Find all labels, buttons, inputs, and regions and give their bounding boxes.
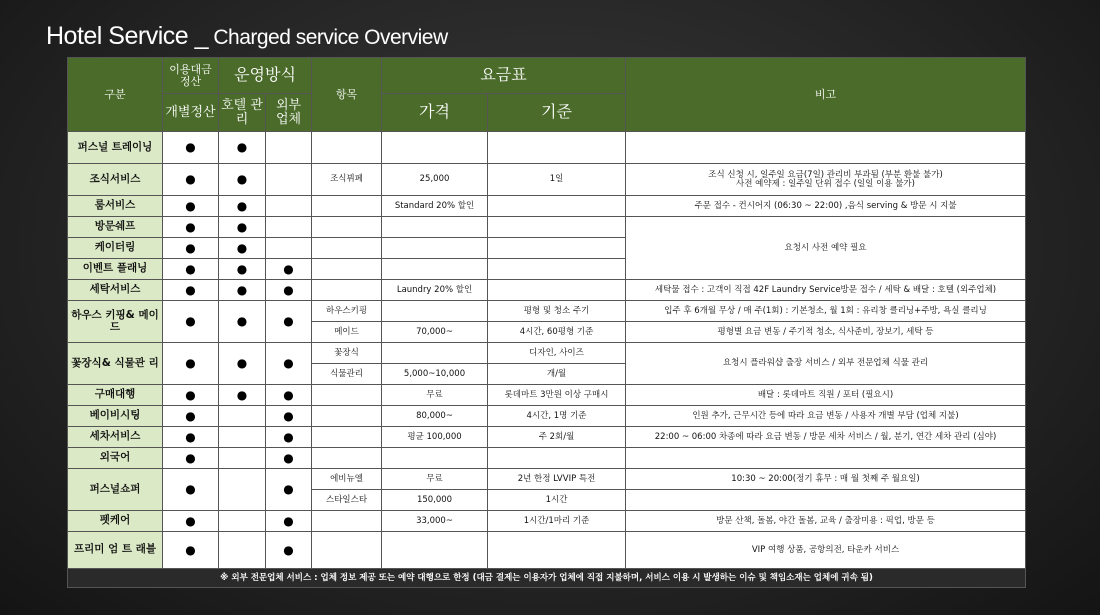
table-row [68,427,1026,448]
note-cell: 평형별 요금 변동 / 주기적 청소, 식사준비, 장보기, 세탁 등 [626,322,1026,343]
basis-cell: 1일 [488,164,626,196]
dot-hotel: ● [219,280,266,301]
note-cell: VIP 여행 상품, 공항의전, 타운카 서비스 [626,532,1026,569]
footer-note: ※ 외부 전문업체 서비스 : 업체 정보 제공 또는 예약 대행으로 한정 (대금 결제는 이용자가 업체에 직접 지불하며, 서비스 이용 시 발생하는 이슈 및 책임소재는 업체에 귀속 됨) [68,569,1026,588]
dot-outsourced [266,132,312,164]
item-cell: 에비뉴엘 [312,469,382,490]
item-cell: 메이드 [312,322,382,343]
table-row [68,385,1026,406]
dot-individual: ● [163,448,219,469]
table-row [68,301,1026,322]
basis-cell: 4시간, 60평형 기준 [488,322,626,343]
row-label-pet-care: 펫케어 [68,511,163,532]
dot-hotel [219,532,266,569]
dot-individual: ● [163,196,219,217]
dot-individual: ● [163,280,219,301]
dot-hotel: ● [219,132,266,164]
row-label-laundry: 세탁서비스 [68,280,163,301]
dot-outsourced: ● [266,259,312,280]
table-row [68,469,1026,490]
dot-outsourced [266,164,312,196]
dot-individual: ● [163,469,219,511]
dot-outsourced: ● [266,406,312,427]
dot-outsourced: ● [266,343,312,385]
dot-hotel: ● [219,238,266,259]
dot-hotel [219,511,266,532]
basis-cell: 평형 및 청소 주기 [488,301,626,322]
dot-hotel: ● [219,385,266,406]
dot-hotel [219,427,266,448]
header-price: 가격 [382,94,488,132]
dot-individual: ● [163,132,219,164]
dot-individual: ● [163,427,219,448]
dot-outsourced [266,217,312,238]
row-label-room-service: 룸서비스 [68,196,163,217]
note-cell [626,164,1026,196]
row-label-catering: 케이터링 [68,238,163,259]
service-table [67,57,1026,588]
basis-cell: 디자인, 사이즈 [488,343,626,364]
table-row [68,511,1026,532]
item-cell: 하우스키핑 [312,301,382,322]
row-label-flowers: 꽃장식& 식물관 리 [68,343,163,385]
header-item: 항목 [312,58,382,132]
table-row [68,406,1026,427]
row-label-babysitting: 베이비시팅 [68,406,163,427]
dot-outsourced: ● [266,511,312,532]
table-row [68,448,1026,469]
row-label-premium-travel: 프리미 엄 트 래블 [68,532,163,569]
dot-outsourced [266,196,312,217]
note-cell: 10:30 ~ 20:00(정기 휴무 : 매 월 첫째 주 월요일) [626,469,1026,490]
table-row [68,280,1026,301]
dot-hotel [219,448,266,469]
dot-individual: ● [163,385,219,406]
note-cell: 배달 : 롯데마트 직원 / 포터 (필요시) [626,385,1026,406]
table-row [68,343,1026,364]
basis-cell: 1시간 [488,490,626,511]
dot-individual: ● [163,259,219,280]
price-cell: 무료 [382,385,488,406]
row-label-shopping: 구매대행 [68,385,163,406]
price-cell: 5,000~10,000 [382,364,488,385]
basis-cell: 주 2회/월 [488,427,626,448]
dot-outsourced: ● [266,448,312,469]
dot-individual: ● [163,532,219,569]
table-row [68,164,1026,196]
price-cell: 무료 [382,469,488,490]
row-label-personal-shopper: 퍼스널쇼퍼 [68,469,163,511]
note-cell: 인원 추가, 근무시간 등에 따라 요금 변동 / 사용자 개별 부담 (업체 지불) [626,406,1026,427]
header-settlement-group: 이용대금 정산 [163,58,219,94]
header-outsourced: 외부 업체 [266,94,312,132]
basis-cell: 개/월 [488,364,626,385]
dot-individual: ● [163,238,219,259]
dot-hotel: ● [219,343,266,385]
dot-hotel [219,469,266,511]
dot-hotel: ● [219,301,266,343]
header-hotel-managed: 호텔 관리 [219,94,266,132]
dot-individual: ● [163,343,219,385]
basis-cell: 4시간, 1명 기준 [488,406,626,427]
basis-cell: 1시간/1마리 기준 [488,511,626,532]
price-cell: 33,000~ [382,511,488,532]
header-remarks: 비고 [626,58,1026,132]
dot-outsourced: ● [266,301,312,343]
item-cell: 꽃장식 [312,343,382,364]
table-row [68,532,1026,569]
row-label-foreign-language: 외국어 [68,448,163,469]
row-label-personal-training: 퍼스널 트레이닝 [68,132,163,164]
dot-individual: ● [163,406,219,427]
dot-individual: ● [163,164,219,196]
table-row [68,132,1026,164]
row-label-visiting-chef: 방문쉐프 [68,217,163,238]
note-cell: 요청시 사전 예약 필요 [626,217,1026,280]
note-cell: 주문 접수 - 컨시어지 (06:30 ~ 22:00) ,음식 serving & 방문 시 지불 [626,196,1026,217]
row-label-breakfast: 조식서비스 [68,164,163,196]
dot-hotel: ● [219,217,266,238]
dot-outsourced [266,238,312,259]
item-cell: 조식뷔페 [312,164,382,196]
page-title [46,22,448,51]
page-title-sub: Charged service Overview [208,26,448,49]
dot-outsourced: ● [266,385,312,406]
note-cell: 방문 산책, 돌봄, 야간 돌봄, 교육 / 출장미용 : 픽업, 방문 등 [626,511,1026,532]
page-title-main: Hotel Service _ [46,22,209,50]
note-cell: 세탁물 접수 : 고객이 직접 42F Laundry Service방문 접수 / 세탁 & 배달 : 호텔 (외주업체) [626,280,1026,301]
dot-hotel: ● [219,196,266,217]
note-cell: 입주 후 6개월 무상 / 매 주(1회) : 기본청소, 월 1회 : 유리창 클리닝+주방, 욕실 클리닝 [626,301,1026,322]
price-cell: Standard 20% 할인 [382,196,488,217]
item-cell: 식물관리 [312,364,382,385]
header-fee-group: 요금표 [382,58,626,94]
dot-hotel [219,406,266,427]
price-cell: 25,000 [382,164,488,196]
note-line: 조식 신청 시, 일주일 요금(7일) 관리비 부과됨 (부분 환불 불가) [708,169,943,180]
dot-individual: ● [163,301,219,343]
row-label-housekeeping: 하우스 키핑& 메이드 [68,301,163,343]
header-individual: 개별정산 [163,94,219,132]
basis-cell: 롯데마트 3만원 이상 구매시 [488,385,626,406]
price-cell: 평균 100,000 [382,427,488,448]
note-line: 사전 예약제 : 일주일 단위 접수 (일일 이용 불가) [736,178,915,189]
row-label-car-wash: 세차서비스 [68,427,163,448]
table-row [68,217,1026,238]
note-cell: 요청시 플라워샵 출장 서비스 / 외부 전문업체 식물 관리 [626,343,1026,385]
dot-outsourced: ● [266,469,312,511]
dot-outsourced: ● [266,280,312,301]
dot-outsourced: ● [266,427,312,448]
header-basis: 기준 [488,94,626,132]
price-cell: Laundry 20% 할인 [382,280,488,301]
dot-hotel: ● [219,164,266,196]
footer-row [68,569,1026,588]
table-row [68,196,1026,217]
dot-outsourced: ● [266,532,312,569]
dot-individual: ● [163,511,219,532]
header-category: 구분 [68,58,163,132]
dot-individual: ● [163,217,219,238]
price-cell: 70,000~ [382,322,488,343]
header-operation-group: 운영방식 [219,58,312,94]
basis-cell: 2년 한정 LVVIP 특전 [488,469,626,490]
dot-hotel: ● [219,259,266,280]
row-label-event-planning: 이벤트 플래닝 [68,259,163,280]
item-cell: 스타일스타 [312,490,382,511]
price-cell: 80,000~ [382,406,488,427]
price-cell: 150,000 [382,490,488,511]
note-cell: 22:00 ~ 06:00 차종에 따라 요금 변동 / 방문 세차 서비스 / 월, 분기, 연간 세차 관리 (심야) [626,427,1026,448]
